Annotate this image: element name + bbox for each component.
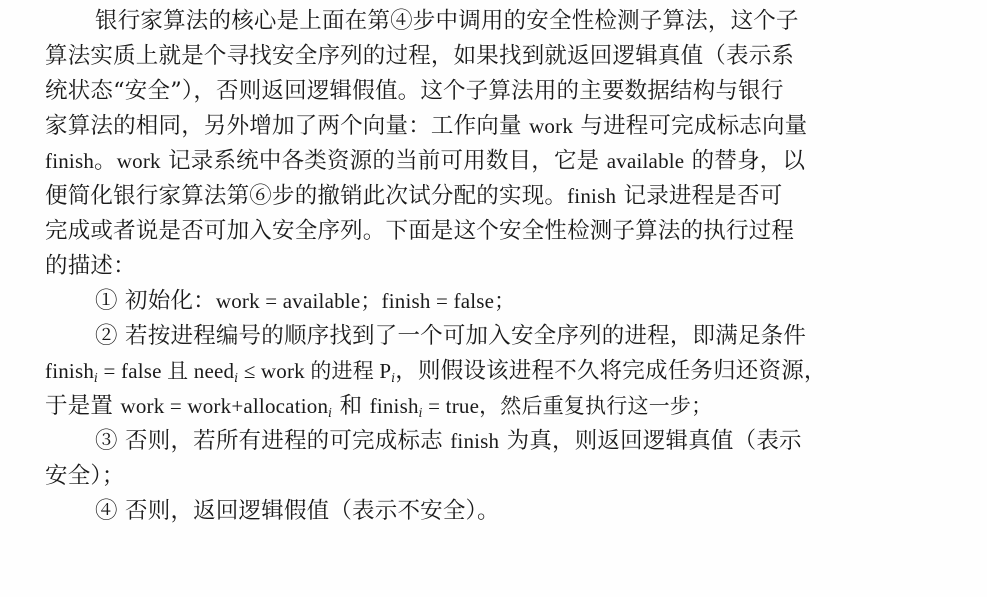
paragraph-line-6: 便简化银行家算法第⑥步的撤销此次试分配的实现。finish 记录进程是否可 — [45, 183, 783, 209]
subscript-i: i — [234, 371, 239, 385]
paragraph-line-2: 算法实质上就是个寻找安全序列的过程，如果找到就返回逻辑真值（表示系 — [45, 43, 795, 69]
subscript-i: i — [94, 371, 99, 385]
step-4: ④ 否则，返回逻辑假值（表示不安全）。 — [95, 498, 500, 524]
step-2-line-2: finish$_i$ = false 且 need$_i$ ≤ work 的进程 $P_i$，则假设该进程不久将完成任务归还资源， — [45, 358, 827, 385]
paragraph-line-8: 的描述： — [45, 253, 136, 279]
subscript-i: i — [391, 371, 396, 385]
paragraph-line-1: 银行家算法的核心是上面在第④步中调用的安全性检测子算法，这个子 — [95, 8, 799, 34]
paragraph-line-3: 统状态“安全”），否则返回逻辑假值。这个子算法用的主要数据结构与银行 — [45, 78, 784, 104]
step-2-line-1: ② 若按进程编号的顺序找到了一个可加入安全序列的进程，即满足条件 — [95, 323, 807, 349]
subscript-i: i — [418, 406, 423, 420]
step-1: ① 初始化：work = available；finish = false； — [95, 288, 516, 314]
step-3-line-1: ③ 否则，若所有进程的可完成标志 finish 为真，则返回逻辑真值（表示 — [95, 428, 802, 454]
step-2-line-3: 于是置 work = work+allocation$_i$ 和 finish$_i$ = true，然后重复执行这一步； — [45, 393, 713, 420]
step-3-line-2: 安全）； — [45, 463, 125, 489]
paragraph-line-7: 完成或者说是否可加入安全序列。下面是这个安全性检测子算法的执行过程 — [45, 218, 795, 244]
subscript-i: i — [328, 406, 333, 420]
paragraph-line-5: finish。work 记录系统中各类资源的当前可用数目，它是 available 的替身，以 — [45, 148, 806, 174]
paragraph-line-4: 家算法的相同，另外增加了两个向量：工作向量 work 与进程可完成标志向量 — [45, 113, 808, 139]
